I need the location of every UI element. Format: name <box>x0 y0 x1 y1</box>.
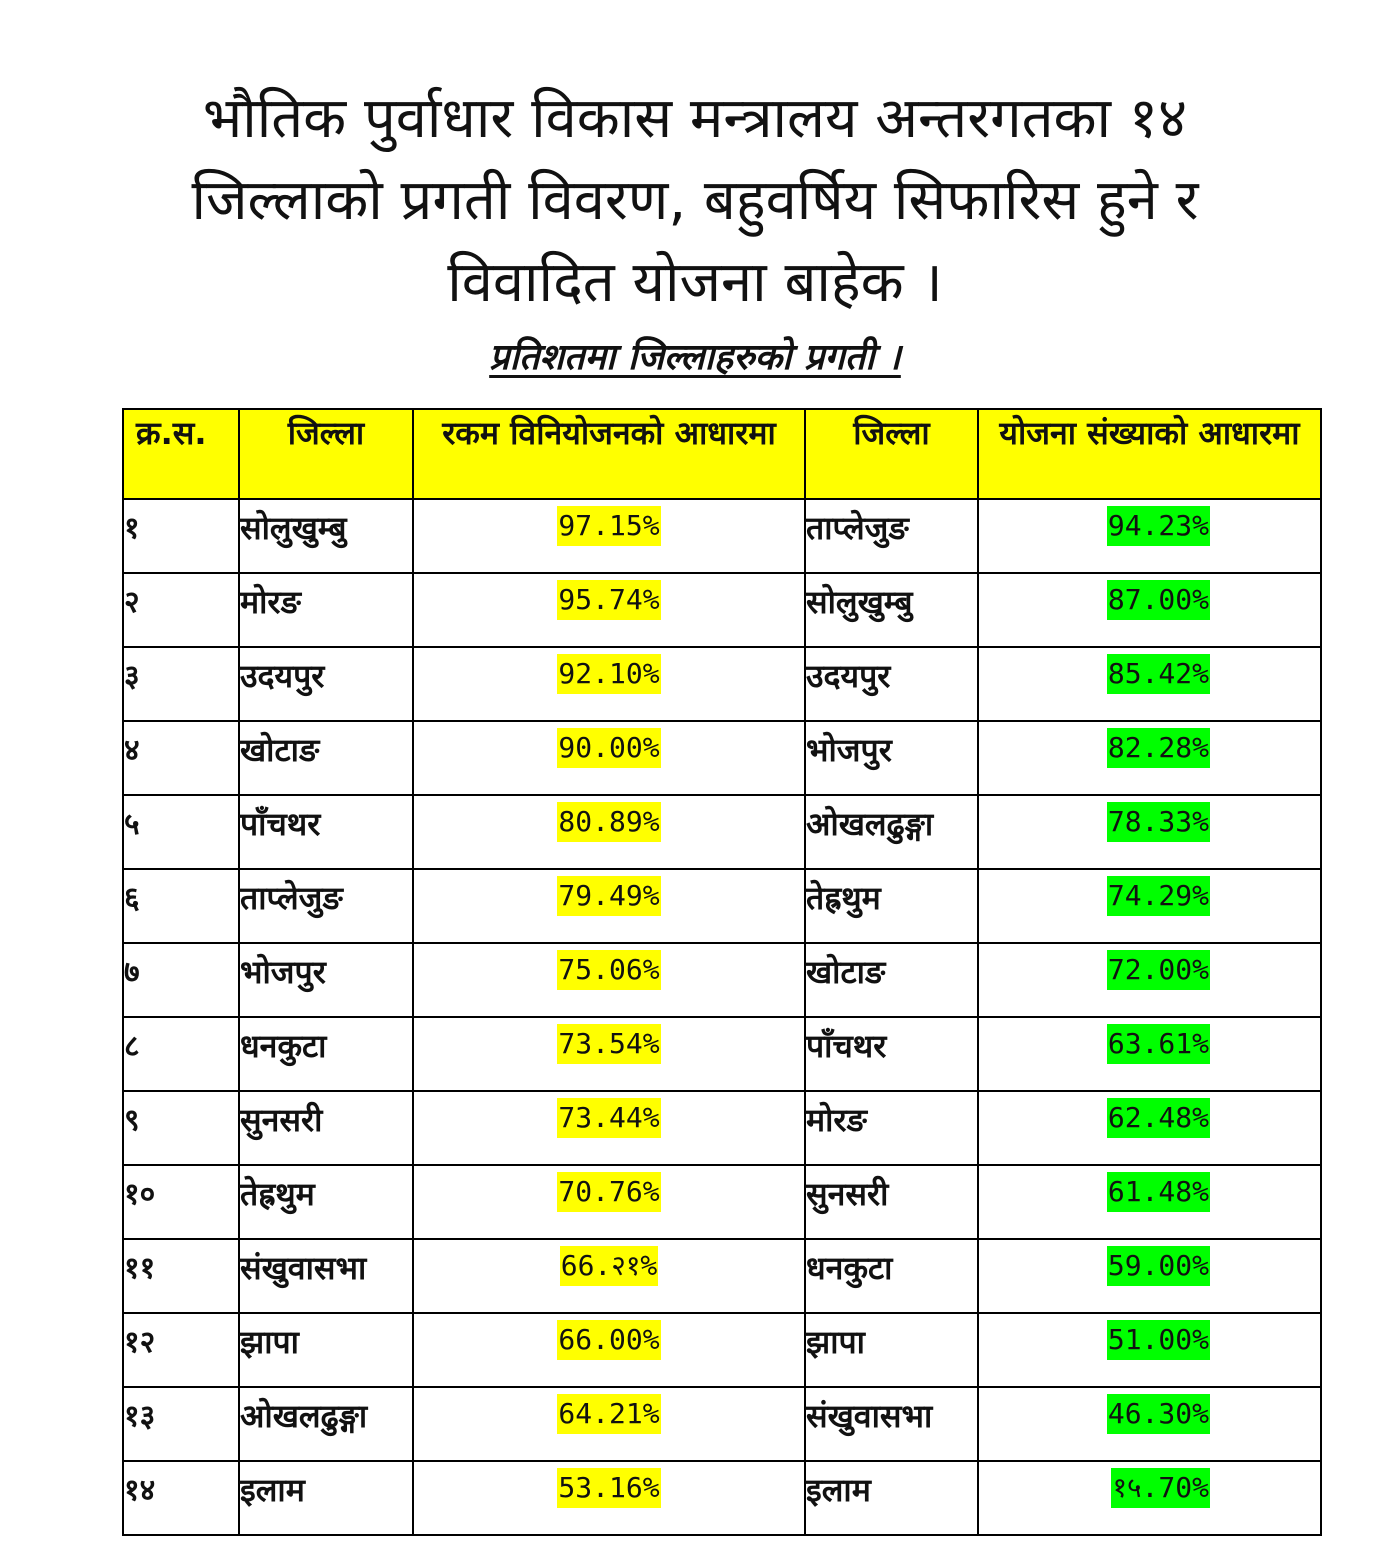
cell-amount-pct <box>413 1387 805 1461</box>
count-pct-value: 59.00% <box>1107 1246 1210 1286</box>
count-pct-value: 87.00% <box>1107 580 1210 620</box>
table-row <box>123 943 1321 1017</box>
header-district-a: जिल्ला <box>239 409 413 499</box>
cell-count-pct <box>978 1461 1321 1535</box>
cell-count-pct <box>978 795 1321 869</box>
count-pct-value: 51.00% <box>1107 1320 1210 1360</box>
table-caption <box>0 330 1390 386</box>
title-line-1: भौतिक पुर्वाधार विकास मन्त्रालय अन्तरगतका १४ <box>202 86 1188 151</box>
cell-sn: ३ <box>123 647 239 721</box>
cell-district-a: संखुवासभा <box>239 1239 413 1313</box>
cell-amount-pct <box>413 1313 805 1387</box>
cell-count-pct <box>978 1239 1321 1313</box>
table-row <box>123 1017 1321 1091</box>
amount-pct-value: 80.89% <box>557 802 660 842</box>
cell-count-pct <box>978 499 1321 573</box>
cell-sn: ९ <box>123 1091 239 1165</box>
count-pct-value: 94.23% <box>1107 506 1210 546</box>
cell-amount-pct <box>413 721 805 795</box>
table-row <box>123 1313 1321 1387</box>
cell-district-b: इलाम <box>805 1461 978 1535</box>
cell-count-pct <box>978 1091 1321 1165</box>
cell-sn: ५ <box>123 795 239 869</box>
cell-sn: ६ <box>123 869 239 943</box>
count-pct-value: 46.30% <box>1107 1394 1210 1434</box>
district-progress-table <box>122 408 1322 1536</box>
cell-district-b: ताप्लेजुङ <box>805 499 978 573</box>
table-caption-text: प्रतिशतमा जिल्लाहरुको प्रगती । <box>489 337 901 378</box>
cell-district-a: पाँचथर <box>239 795 413 869</box>
cell-district-b: सुनसरी <box>805 1165 978 1239</box>
header-amount-basis: रकम विनियोजनको आधारमा <box>413 409 805 499</box>
title-line-3: विवादित योजना बाहेक । <box>447 250 943 315</box>
header-sn: क्र.स. <box>123 409 239 499</box>
table-row <box>123 1165 1321 1239</box>
amount-pct-value: 92.10% <box>557 654 660 694</box>
cell-district-b: झापा <box>805 1313 978 1387</box>
cell-amount-pct <box>413 943 805 1017</box>
table-row <box>123 1387 1321 1461</box>
cell-amount-pct <box>413 499 805 573</box>
cell-amount-pct <box>413 573 805 647</box>
count-pct-value: 62.48% <box>1107 1098 1210 1138</box>
table-body <box>123 499 1321 1535</box>
count-pct-value: 85.42% <box>1107 654 1210 694</box>
cell-sn: १० <box>123 1165 239 1239</box>
cell-district-b: खोटाङ <box>805 943 978 1017</box>
cell-sn: १४ <box>123 1461 239 1535</box>
cell-count-pct <box>978 869 1321 943</box>
amount-pct-value: 79.49% <box>557 876 660 916</box>
cell-district-a: झापा <box>239 1313 413 1387</box>
cell-sn: १३ <box>123 1387 239 1461</box>
table-row <box>123 721 1321 795</box>
table-header-row <box>123 409 1321 499</box>
table-row <box>123 499 1321 573</box>
cell-district-b: मोरङ <box>805 1091 978 1165</box>
cell-sn: ७ <box>123 943 239 1017</box>
cell-count-pct <box>978 721 1321 795</box>
table-row <box>123 1461 1321 1535</box>
cell-count-pct <box>978 1017 1321 1091</box>
cell-district-a: इलाम <box>239 1461 413 1535</box>
cell-amount-pct <box>413 647 805 721</box>
cell-district-b: भोजपुर <box>805 721 978 795</box>
cell-amount-pct <box>413 1017 805 1091</box>
amount-pct-value: 73.54% <box>557 1024 660 1064</box>
cell-district-a: खोटाङ <box>239 721 413 795</box>
cell-amount-pct <box>413 795 805 869</box>
cell-district-a: सुनसरी <box>239 1091 413 1165</box>
cell-district-a: धनकुटा <box>239 1017 413 1091</box>
cell-sn: ८ <box>123 1017 239 1091</box>
table-row <box>123 1239 1321 1313</box>
cell-count-pct <box>978 573 1321 647</box>
count-pct-value: १५.70% <box>1111 1468 1210 1508</box>
cell-district-b: तेह्रथुम <box>805 869 978 943</box>
cell-district-a: सोलुखुम्बु <box>239 499 413 573</box>
amount-pct-value: 90.00% <box>557 728 660 768</box>
cell-district-b: पाँचथर <box>805 1017 978 1091</box>
cell-district-b: ओखलढुङ्गा <box>805 795 978 869</box>
table-row <box>123 869 1321 943</box>
header-district-b: जिल्ला <box>805 409 978 499</box>
cell-sn: १२ <box>123 1313 239 1387</box>
cell-district-a: ताप्लेजुङ <box>239 869 413 943</box>
document-title <box>0 78 1390 324</box>
header-count-basis: योजना संख्याको आधारमा <box>978 409 1321 499</box>
cell-district-a: तेह्रथुम <box>239 1165 413 1239</box>
title-line-2: जिल्लाको प्रगती विवरण, बहुवर्षिय सिफारिस हुने र <box>191 168 1199 233</box>
cell-district-b: धनकुटा <box>805 1239 978 1313</box>
count-pct-value: 74.29% <box>1107 876 1210 916</box>
count-pct-value: 72.00% <box>1107 950 1210 990</box>
cell-district-a: मोरङ <box>239 573 413 647</box>
cell-amount-pct <box>413 869 805 943</box>
cell-amount-pct <box>413 1239 805 1313</box>
cell-district-b: उदयपुर <box>805 647 978 721</box>
table-row <box>123 647 1321 721</box>
cell-sn: ४ <box>123 721 239 795</box>
cell-district-b: संखुवासभा <box>805 1387 978 1461</box>
cell-count-pct <box>978 1313 1321 1387</box>
amount-pct-value: 64.21% <box>557 1394 660 1434</box>
cell-district-a: ओखलढुङ्गा <box>239 1387 413 1461</box>
cell-amount-pct <box>413 1165 805 1239</box>
cell-district-b: सोलुखुम्बु <box>805 573 978 647</box>
amount-pct-value: 97.15% <box>557 506 660 546</box>
cell-district-a: उदयपुर <box>239 647 413 721</box>
amount-pct-value: 66.२१% <box>560 1246 659 1286</box>
cell-amount-pct <box>413 1091 805 1165</box>
amount-pct-value: 75.06% <box>557 950 660 990</box>
cell-sn: २ <box>123 573 239 647</box>
amount-pct-value: 95.74% <box>557 580 660 620</box>
cell-count-pct <box>978 1165 1321 1239</box>
count-pct-value: 61.48% <box>1107 1172 1210 1212</box>
amount-pct-value: 73.44% <box>557 1098 660 1138</box>
cell-count-pct <box>978 1387 1321 1461</box>
table-row <box>123 1091 1321 1165</box>
cell-district-a: भोजपुर <box>239 943 413 1017</box>
amount-pct-value: 70.76% <box>557 1172 660 1212</box>
cell-amount-pct <box>413 1461 805 1535</box>
amount-pct-value: 53.16% <box>557 1468 660 1508</box>
table-row <box>123 573 1321 647</box>
cell-count-pct <box>978 647 1321 721</box>
cell-count-pct <box>978 943 1321 1017</box>
count-pct-value: 63.61% <box>1107 1024 1210 1064</box>
count-pct-value: 78.33% <box>1107 802 1210 842</box>
cell-sn: १ <box>123 499 239 573</box>
table-row <box>123 795 1321 869</box>
count-pct-value: 82.28% <box>1107 728 1210 768</box>
amount-pct-value: 66.00% <box>557 1320 660 1360</box>
cell-sn: ११ <box>123 1239 239 1313</box>
